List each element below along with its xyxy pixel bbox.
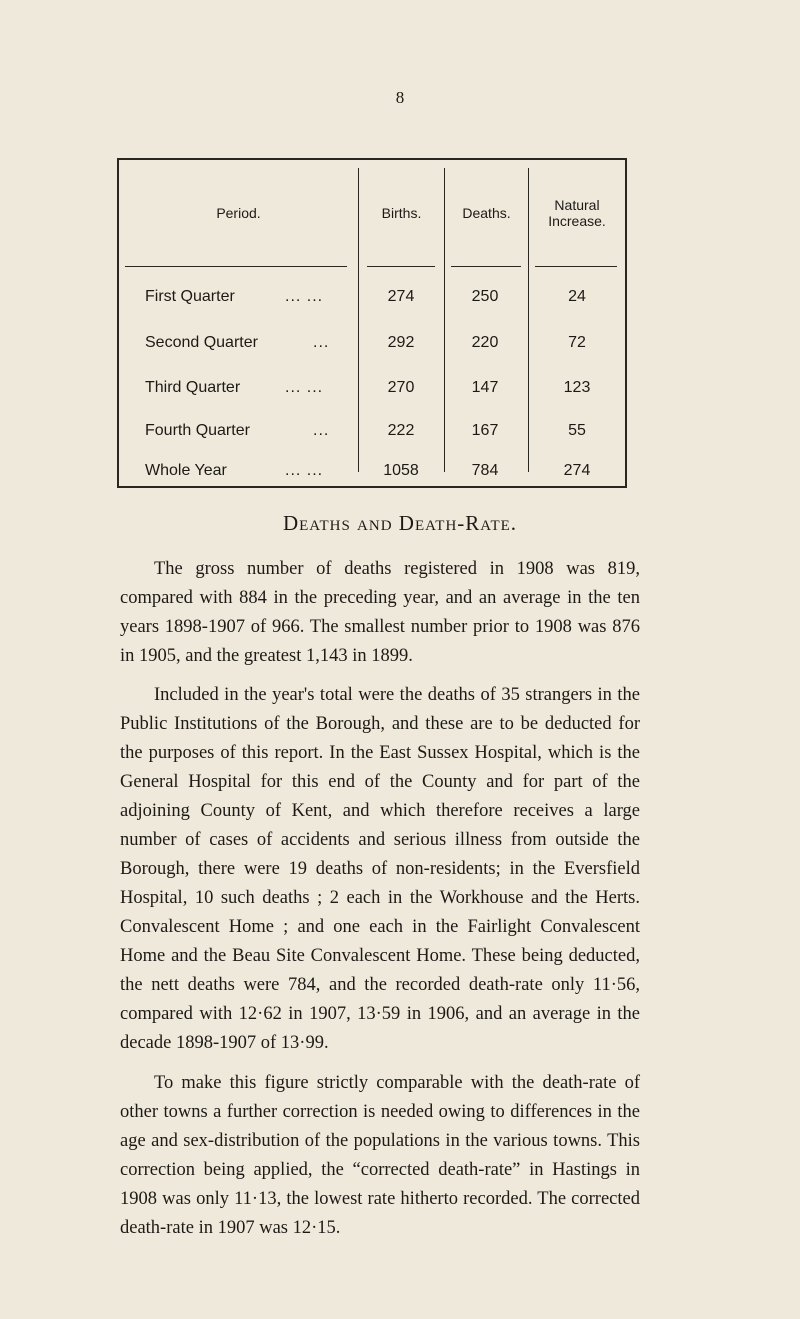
row-births: 274 (387, 288, 415, 305)
table-row (119, 330, 625, 360)
paragraph-gross-deaths: The gross number of deaths registered in 1908 was 819, compared with 884 in the preceding year, and an average in the ten years 1898-1907 of 966. The smallest number prior to 1908 was 876 in 1905, and the greatest 1,143 in 1899. (120, 559, 640, 666)
row-natural-increase: 24 (568, 288, 586, 305)
table-row (119, 375, 625, 405)
row-births: 292 (387, 334, 415, 351)
header-births: Births. (381, 205, 422, 221)
row-dots: ... ... (285, 288, 324, 305)
row-dots: ... (313, 422, 330, 439)
row-dots: ... (313, 334, 330, 351)
paragraph-corrected-rate: To make this figure strictly comparable with the death-rate of other towns a further correction is needed owing to differences in the age and sex-distribution of the populations in the various towns. This correction being applied, the “corrected death-rate” in Hastings in 1908 was only 11·13, the lowest rate hitherto recorded. The corrected death-rate in 1907 was 12·15. (120, 1073, 640, 1238)
header-rule (125, 266, 347, 267)
paragraph-strangers: Included in the year's total were the deaths of 35 strangers in the Public Institutions of the Borough, and these are to be deducted for the purposes of this report. In the East Sussex Hospital, which is the General Hospital for this end of the County and for part of the adjoining County of Kent, and which therefore receives a large number of cases of accidents and serious illness from outside the Borough, there were 19 deaths of non-residents; in the Eversfield Hospital, 10 such deaths ; 2 each in the Workhouse and the Herts. Convalescent Home ; and one each in the Fairlight Convalescent Home and the Beau Site Convalescent Home. These being deducted, the nett deaths were 784, and the recorded death-rate only 11·56, compared with 12·62 in 1907, 13·59 in 1906, and an average in the decade 1898-1907 of 13·99. (120, 685, 640, 1053)
header-rule (367, 266, 435, 267)
row-deaths: 250 (471, 288, 499, 305)
row-natural-increase: 55 (568, 422, 586, 439)
row-natural-increase: 123 (563, 379, 591, 396)
row-deaths: 220 (471, 334, 499, 351)
row-births: 270 (387, 379, 415, 396)
table-row (119, 418, 625, 448)
row-dots: ... ... (285, 462, 324, 479)
table-row (119, 284, 625, 314)
page-number: 8 (395, 88, 405, 107)
row-period: Fourth Quarter (145, 422, 250, 439)
row-period: Third Quarter (145, 379, 241, 396)
row-dots: ... ... (285, 379, 324, 396)
row-births: 222 (387, 422, 415, 439)
row-natural-increase: 274 (563, 462, 591, 479)
vital-statistics-table (117, 158, 627, 488)
header-deaths: Deaths. (462, 205, 511, 221)
row-deaths: 784 (471, 462, 499, 479)
row-deaths: 167 (471, 422, 499, 439)
header-natural-increase: Natural Increase. (548, 197, 606, 229)
row-births: 1058 (383, 462, 419, 479)
row-natural-increase: 72 (568, 334, 586, 351)
header-rule (535, 266, 617, 267)
row-deaths: 147 (471, 379, 499, 396)
row-period: Whole Year (145, 462, 227, 479)
table-row (119, 458, 625, 488)
header-period: Period. (216, 205, 261, 221)
row-period: First Quarter (145, 288, 235, 305)
section-heading-text: Deaths and Death-Rate. (282, 511, 518, 535)
header-rule (451, 266, 521, 267)
row-period: Second Quarter (145, 334, 258, 351)
section-heading (0, 511, 800, 536)
